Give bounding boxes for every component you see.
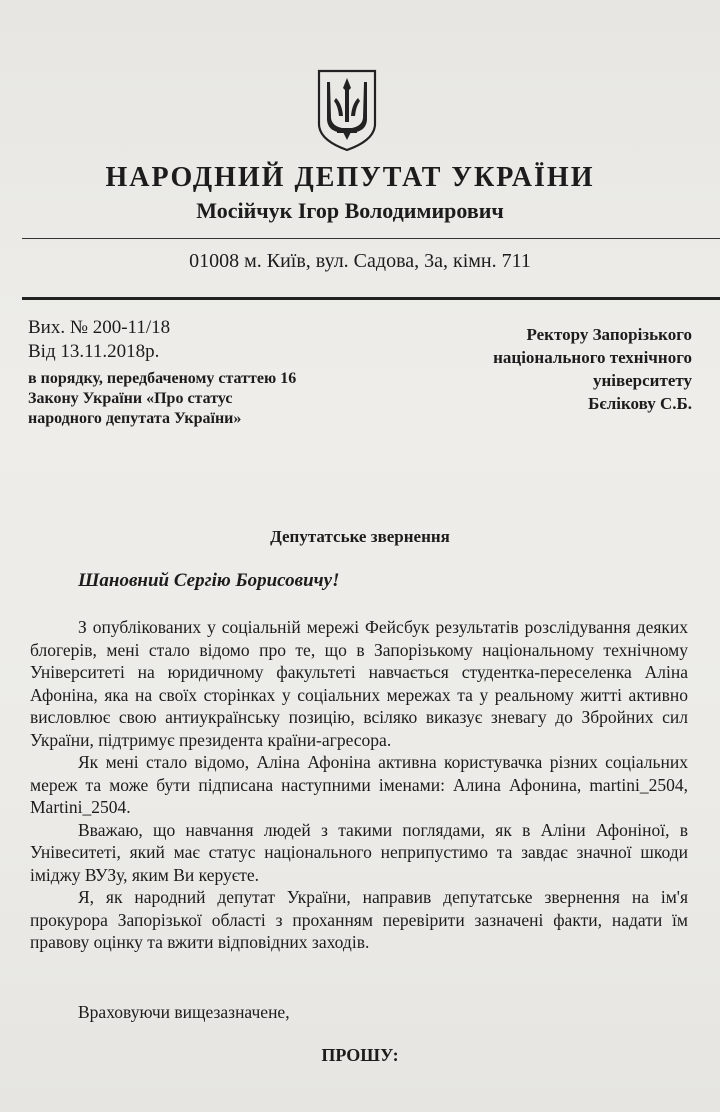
- procedure-line: в порядку, передбаченому статтею 16: [28, 370, 297, 387]
- letter-body: [30, 616, 688, 954]
- letterhead-deputy-name: Мосійчук Ігор Володимирович: [196, 198, 504, 223]
- outgoing-number: Вих. № 200-11/18: [28, 317, 171, 338]
- procedure-line: народного депутата України»: [28, 410, 242, 427]
- request-heading: ПРОШУ:: [321, 1045, 399, 1065]
- letterhead-divider-top: [22, 238, 720, 239]
- addressee-line: університету: [592, 371, 692, 390]
- document-title: Депутатське звернення: [270, 527, 450, 546]
- procedure-note: [28, 369, 296, 429]
- letterhead-divider-bottom: [22, 297, 720, 300]
- addressee-block: [392, 323, 692, 415]
- addressee-line: Ректору Запорізького: [526, 325, 692, 344]
- salutation: Шановний Сергію Борисовичу!: [78, 570, 340, 591]
- outgoing-reference: [28, 316, 170, 364]
- letterhead-title: НАРОДНИЙ ДЕПУТАТ УКРАЇНИ: [105, 162, 595, 193]
- addressee-line: Бєлікову С.Б.: [588, 394, 692, 413]
- trident-coat-of-arms-icon: [316, 68, 378, 152]
- letterhead-address: 01008 м. Київ, вул. Садова, 3а, кімн. 711: [189, 250, 531, 272]
- body-paragraph: Вважаю, що навчання людей з такими поглядами, як в Аліни Афоніної, в Унівеситеті, який має статус національного неприпустимо та завдає значної шкоди іміджу ВУЗу, яким Ви керуєте.: [30, 819, 688, 885]
- outgoing-date: Від 13.11.2018р.: [28, 341, 160, 362]
- body-paragraph: Я, як народний депутат України, направив депутатське звернення на ім'я прокурора Запорізької області з проханням перевірити зазначені факти, надати їм правову оцінку та вжити відповідних заходів.: [30, 887, 688, 952]
- addressee-line: національного технічного: [493, 348, 692, 367]
- body-paragraph: З опублікованих у соціальній мережі Фейсбук результатів розслідування деяких блогерів, мені стало відомо про те, що в Запорізькому національному технічному Університеті на юридичному факультеті навчається студентка-переселенка Аліна Афоніна, яка на своїх сторінках у соціальних мережах та у реальному житті активно висловлює свою антиукраїнську позицію, всіляко виказує зневагу до Збройних сил України, підтримує президента країни-агресора.: [30, 617, 688, 750]
- considering-line: Враховуючи вищезазначене,: [78, 1002, 290, 1022]
- procedure-line: Закону України «Про статус: [28, 390, 233, 407]
- body-paragraph: Як мені стало відомо, Аліна Афоніна активна користувачка різних соціальних мереж та може бути підписана наступними іменами: Алина Афонина, martini_2504, Martini_2504.: [30, 752, 688, 817]
